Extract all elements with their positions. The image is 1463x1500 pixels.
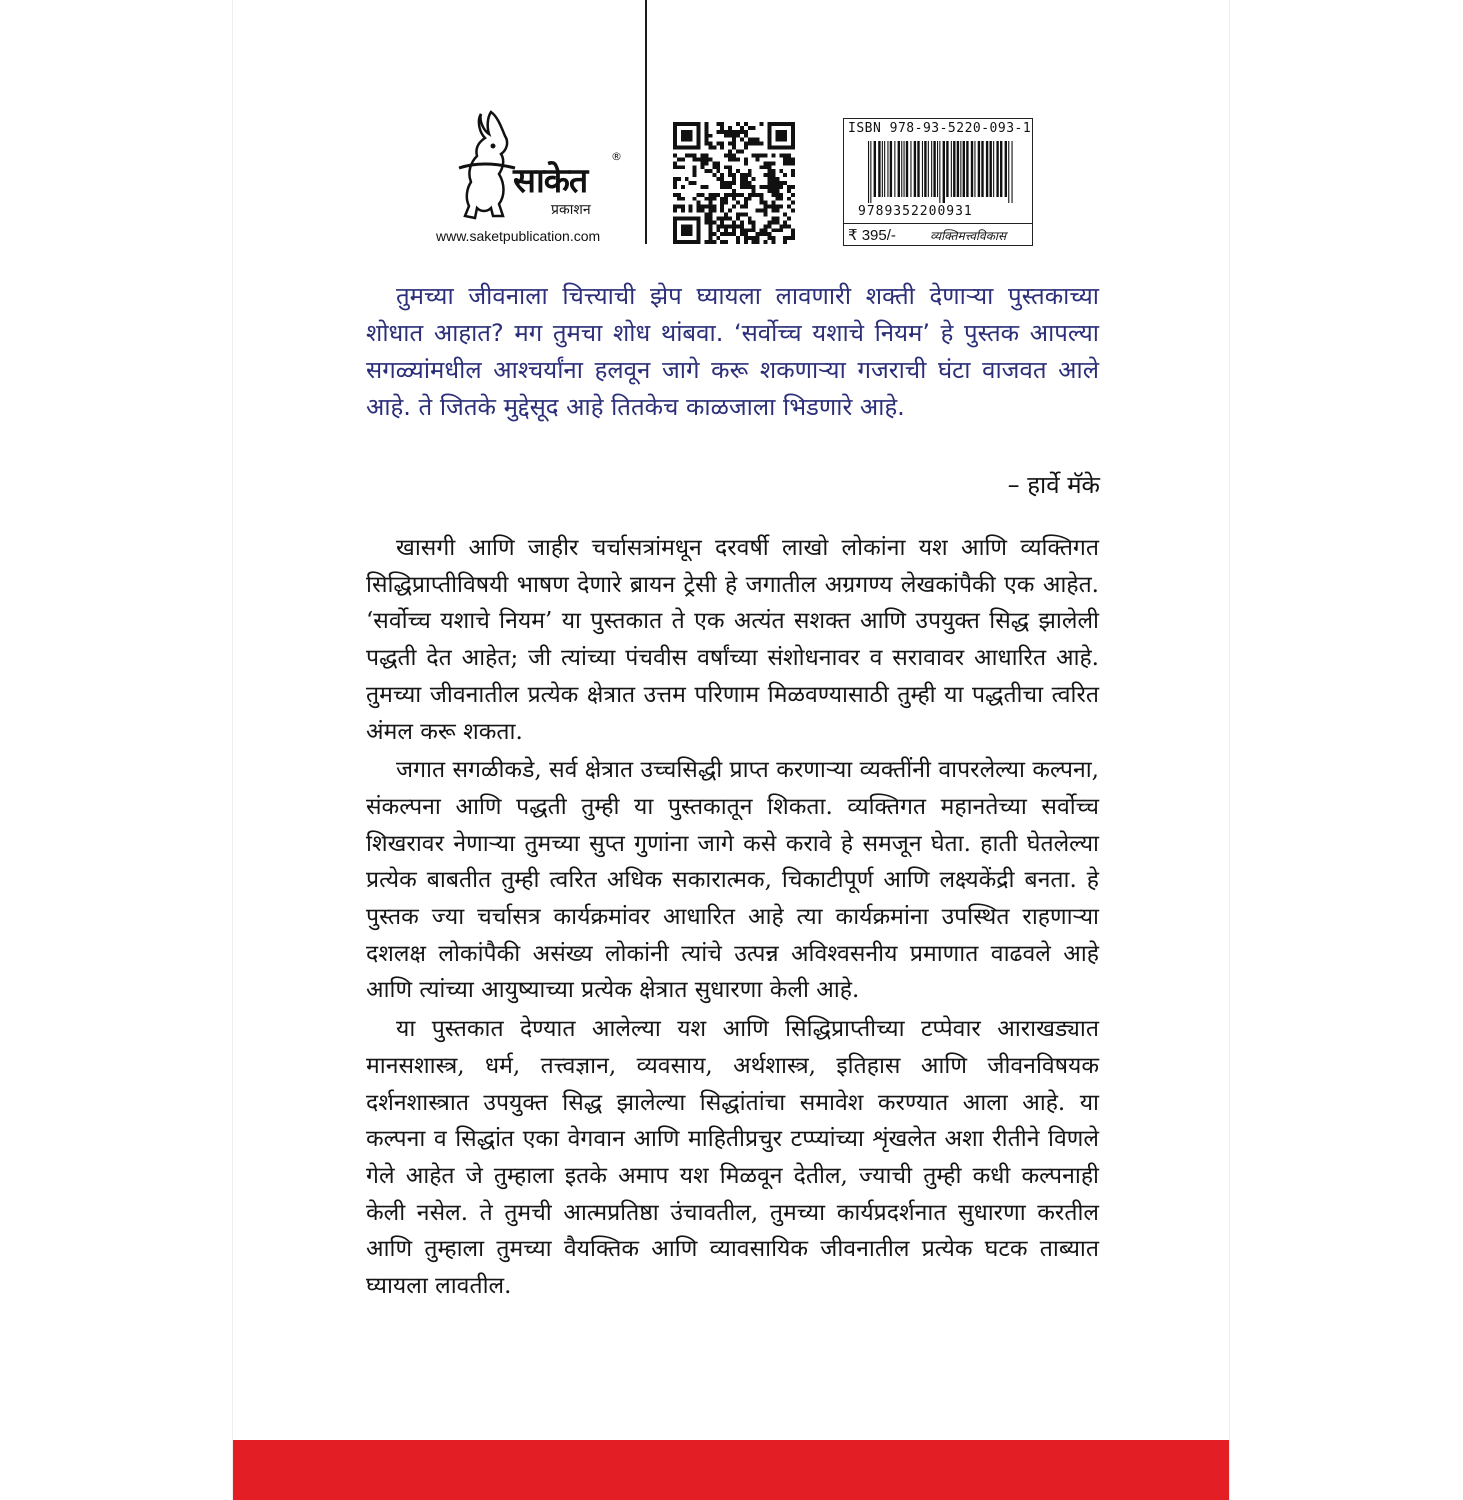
price-row xyxy=(844,223,1032,246)
category-label: व्यक्तिमत्त्वविकास xyxy=(930,229,1007,243)
logo-subtext: प्रकाशन xyxy=(551,202,591,218)
body-paragraph: या पुस्तकात देण्यात आलेल्या यश आणि सिद्धिप्राप्तीच्या टप्पेवार आराखड्यात मानसशास्त्र, धर्म, तत्त्वज्ञान, व्यवसाय, अर्थशास्त्र, इतिहास आणि जीवनविषयक दर्शनशास्त्रात उपयुक्त सिद्ध झालेल्या सिद्धांतांचा समावेश करण्यात आला आहे. या कल्पना व सिद्धांत एका वेगवान आणि माहितीप्रचुर टप्प्यांच्या शृंखलेत अशा रीतीने विणले गेले आहेत जे तुम्हाला इतके अमाप यश मिळवून देतील, ज्याची तुम्ही कधी कल्पनाही केली नसेल. ते तुमची आत्मप्रतिष्ठा उंचावतील, तुमच्या कार्यप्रदर्शनात सुधारणा करतील आणि तुम्हाला तुमच्या वैयक्तिक आणि व्यावसायिक जीवनातील प्रत्येक घटक ताब्यात घ्यायला लावतील. xyxy=(366,1016,1099,1300)
price: ₹ 395/- xyxy=(848,227,896,244)
quote-attribution: – हार्वे मॅके xyxy=(1007,471,1100,499)
barcode-icon xyxy=(866,141,1016,203)
qr-code-icon xyxy=(672,122,796,244)
body-paragraph: जगात सगळीकडे, सर्व क्षेत्रात उच्चसिद्धी प्राप्त करणाऱ्या व्यक्तींनी वापरलेल्या कल्पना, संकल्पना आणि पद्धती तुम्ही या पुस्तकातून शिकता. व्यक्तिगत महानतेच्या सर्वोच्च शिखरावर नेणाऱ्या तुमच्या सुप्त गुणांना जागे कसे करावे हे समजून घेता. हाती घेतलेल्या प्रत्येक बाबतीत तुम्ही त्वरित अधिक सकारात्मक, चिकाटीपूर्ण आणि लक्ष्यकेंद्री बनता. हे पुस्तक ज्या चर्चासत्र कार्यक्रमांवर आधारित आहे त्या कार्यक्रमांना उपस्थित राहणाऱ्या दशलक्ष लोकांपैकी असंख्य लोकांनी त्यांचे उत्पन्न अविश्वसनीय प्रमाणात वाढवले आहे आणि त्यांच्या आयुष्याच्या प्रत्येक क्षेत्रात सुधारणा केली आहे. xyxy=(366,757,1099,1004)
publisher-logo xyxy=(433,108,633,248)
red-footer-band xyxy=(233,1440,1229,1500)
quote-blurb xyxy=(366,278,1099,426)
logo-text: साकेत xyxy=(513,161,588,201)
isbn-digits: 9789352200931 xyxy=(858,204,973,219)
quote-text: तुमच्या जीवनाला चित्त्याची झेप घ्यायला लावणारी शक्ती देणाऱ्या पुस्तकाच्या शोधात आहात? मग तुमचा शोध थांबवा. ‘सर्वोच्च यशाचे नियम’ हे पुस्तक आपल्या सगळ्यांमधील आश्चर्यांना हलवून जागे करू शकणाऱ्या गजराची घंटा वाजवत आले आहे. ते जितके मुद्देसूद आहे तितकेच काळजाला भिडणारे आहे. xyxy=(366,282,1099,421)
isbn-label: ISBN 978-93-5220-093-1 xyxy=(848,121,1032,136)
publisher-website[interactable]: www.saketpublication.com xyxy=(436,228,601,244)
description-body xyxy=(366,530,1099,1307)
registered-mark: ® xyxy=(611,150,622,163)
isbn-barcode-box xyxy=(843,118,1033,246)
divider-line xyxy=(645,0,647,244)
body-paragraph: खासगी आणि जाहीर चर्चासत्रांमधून दरवर्षी लाखो लोकांना यश आणि व्यक्तिगत सिद्धिप्राप्तीविषयी भाषण देणारे ब्रायन ट्रेसी हे जगातील अग्रगण्य लेखकांपैकी एक आहेत. ‘सर्वोच्च यशाचे नियम’ या पुस्तकात ते एक अत्यंत सशक्त आणि उपयुक्त सिद्ध झालेली पद्धती देत आहेत; जी त्यांच्या पंचवीस वर्षांच्या संशोधनावर व सरावावर आधारित आहे. तुमच्या जीवनातील प्रत्येक क्षेत्रात उत्तम परिणाम मिळवण्यासाठी तुम्ही या पद्धतीचा त्वरित अंमल करू शकता. xyxy=(366,535,1099,745)
